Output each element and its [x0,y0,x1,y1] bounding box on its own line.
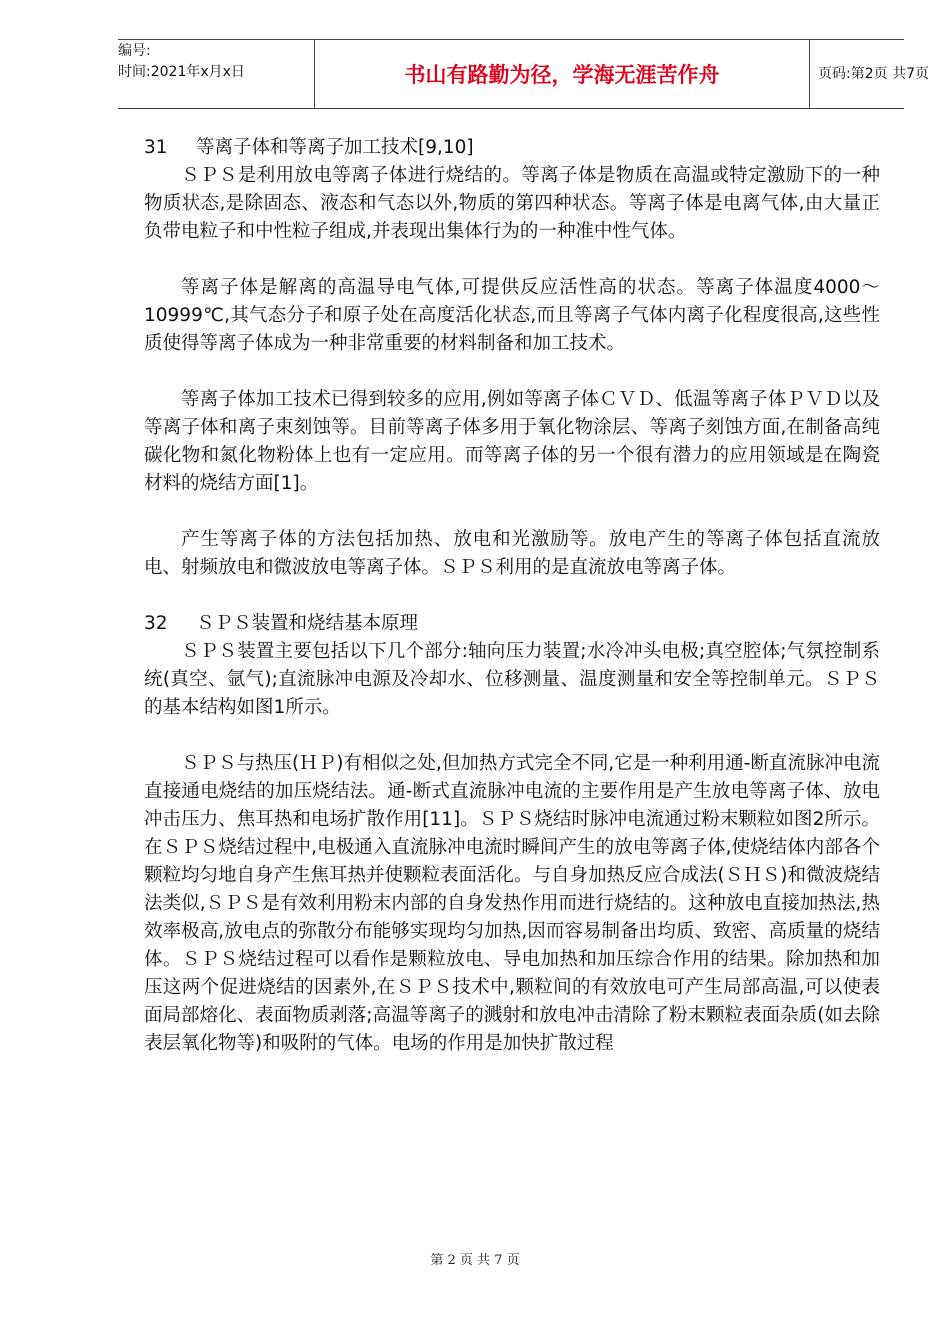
doc-time: 时间:2021年x月x日 [118,64,245,80]
header-meta [118,40,314,109]
section-number: 31 [144,137,168,158]
page-header [118,39,929,109]
header-page-info: 页码:第2页 共7页 [818,66,929,82]
page-footer: 第 2 页 共 7 页 [430,1253,520,1268]
section-heading [144,134,880,162]
paragraph: 等离子体是解离的高温导电气体,可提供反应活性高的状态。等离子体温度4000～10999℃,其气态分子和原子处在高度活化状态,而且等离子气体内离子化程度很高,这些性质使得等离子体成为一种非常重要的材料制备和加工技术。 [144,277,880,354]
section-number: 32 [144,613,168,634]
document-body [144,134,880,1058]
paragraph: 等离子体加工技术已得到较多的应用,例如等离子体ＣＶＤ、低温等离子体ＰＶＤ以及等离子体和离子束刻蚀等。目前等离子体多用于氧化物涂层、等离子刻蚀方面,在制备高纯碳化物和氮化物粉体上也有一定应用。而等离子体的另一个很有潜力的应用领域是在陶瓷材料的烧结方面[1]。 [144,389,880,494]
paragraph: ＳＰＳ与热压(ＨＰ)有相似之处,但加热方式完全不同,它是一种利用通-断直流脉冲电流直接通电烧结的加压烧结法。通-断式直流脉冲电流的主要作用是产生放电等离子体、放电冲击压力、焦耳热和电场扩散作用[11]。ＳＰＳ烧结时脉冲电流通过粉末颗粒如图2所示。在ＳＰＳ烧结过程中,电极通入直流脉冲电流时瞬间产生的放电等离子体,使烧结体内部各个颗粒均匀地自身产生焦耳热并使颗粒表面活化。与自身加热反应合成法(ＳＨＳ)和微波烧结法类似,ＳＰＳ是有效利用粉末内部的自身发热作用而进行烧结的。这种放电直接加热法,热效率极高,放电点的弥散分布能够实现均匀加热,因而容易制备出均质、致密、高质量的烧结体。ＳＰＳ烧结过程可以看作是颗粒放电、导电加热和加压综合作用的结果。除加热和加压这两个促进烧结的因素外,在ＳＰＳ技术中,颗粒间的有效放电可产生局部高温,可以使表面局部熔化、表面物质剥落;高温等离子的溅射和放电冲击清除了粉末颗粒表面杂质(如去除表层氧化物等)和吸附的气体。电场的作用是加快扩散过程 [144,753,880,1054]
paragraph: ＳＰＳ装置主要包括以下几个部分:轴向压力装置;水冷冲头电极;真空腔体;气氛控制系统(真空、氩气);直流脉冲电源及冷却水、位移测量、温度测量和安全等控制单元。ＳＰＳ的基本结构如图1所示。 [144,641,880,718]
section-heading [144,610,880,638]
section-title: ＳＰＳ装置和烧结基本原理 [196,613,419,634]
paragraph: 产生等离子体的方法包括加热、放电和光激励等。放电产生的等离子体包括直流放电、射频放电和微波放电等离子体。ＳＰＳ利用的是直流放电等离子体。 [144,529,880,578]
doc-number: 编号: [118,43,151,59]
paragraph: ＳＰＳ是利用放电等离子体进行烧结的。等离子体是物质在高温或特定激励下的一种物质状态,是除固态、液态和气态以外,物质的第四种状态。等离子体是电离气体,由大量正负带电粒子和中性粒子组成,并表现出集体行为的一种准中性气体。 [144,165,880,242]
header-motto: 书山有路勤为径，学海无涯苦作舟 [314,40,810,108]
section-title: 等离子体和等离子加工技术[9,10] [196,137,474,158]
